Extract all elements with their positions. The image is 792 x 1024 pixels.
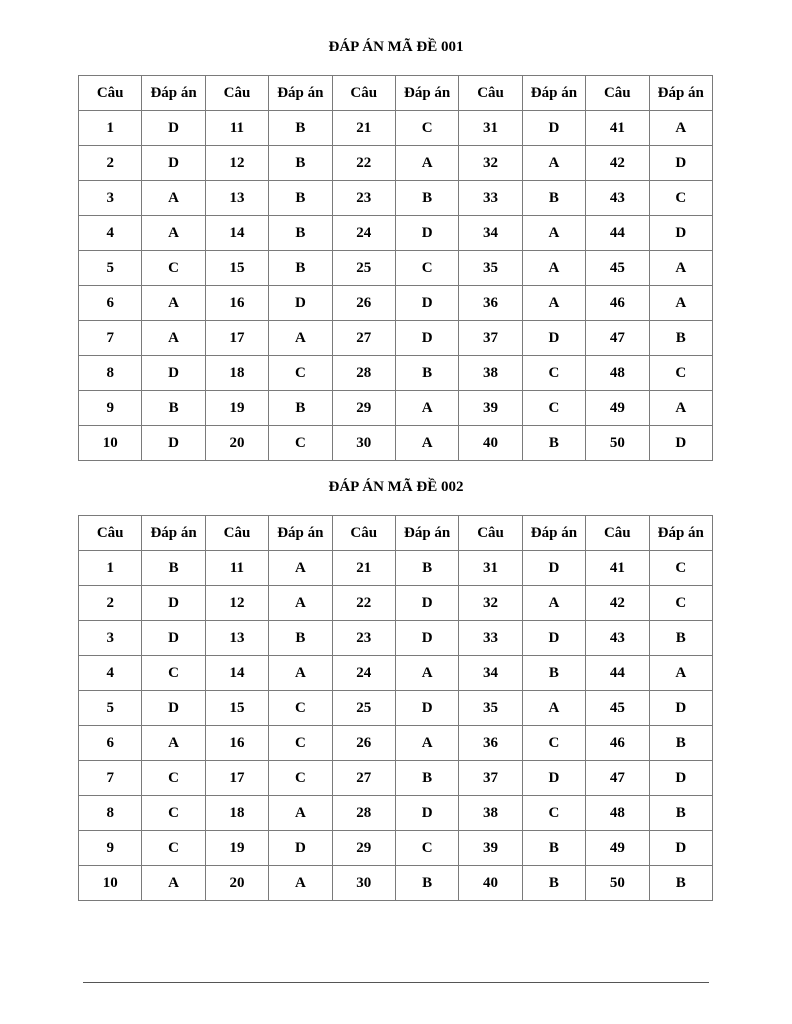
answer-cell: D — [142, 586, 205, 621]
answer-cell: D — [395, 691, 458, 726]
answer-cell: C — [395, 831, 458, 866]
answer-key-title-001: ĐÁP ÁN MÃ ĐỀ 001 — [328, 39, 464, 55]
question-number-cell: 41 — [586, 111, 649, 146]
question-number-cell: 2 — [79, 586, 142, 621]
answer-cell: B — [269, 181, 332, 216]
question-number-cell: 22 — [332, 586, 395, 621]
answer-cell: A — [649, 111, 712, 146]
question-number-cell: 18 — [205, 356, 268, 391]
answer-cell: A — [522, 146, 585, 181]
question-number-cell: 37 — [459, 321, 522, 356]
question-number-cell: 33 — [459, 621, 522, 656]
answer-cell: C — [522, 796, 585, 831]
answer-cell: D — [395, 321, 458, 356]
table-row — [79, 321, 713, 356]
question-number-cell: 44 — [586, 656, 649, 691]
question-number-cell: 46 — [586, 286, 649, 321]
answer-cell: D — [142, 426, 205, 461]
question-number-cell: 40 — [459, 426, 522, 461]
answer-cell: B — [269, 111, 332, 146]
answer-cell: A — [142, 321, 205, 356]
answer-cell: A — [522, 286, 585, 321]
question-number-cell: 39 — [459, 831, 522, 866]
question-number-cell: 33 — [459, 181, 522, 216]
answer-cell: D — [142, 691, 205, 726]
question-number-cell: 3 — [79, 621, 142, 656]
answer-cell: C — [649, 551, 712, 586]
column-header-answer: Đáp án — [142, 516, 205, 551]
answer-cell: B — [269, 146, 332, 181]
answer-cell: C — [269, 356, 332, 391]
question-number-cell: 17 — [205, 761, 268, 796]
question-number-cell: 42 — [586, 586, 649, 621]
answer-cell: D — [649, 426, 712, 461]
answer-cell: A — [269, 866, 332, 901]
question-number-cell: 1 — [79, 551, 142, 586]
table-row — [79, 426, 713, 461]
answer-cell: A — [395, 426, 458, 461]
table-row — [79, 216, 713, 251]
answer-cell: A — [269, 321, 332, 356]
table-row — [79, 691, 713, 726]
question-number-cell: 36 — [459, 726, 522, 761]
answer-cell: C — [649, 586, 712, 621]
question-number-cell: 26 — [332, 286, 395, 321]
question-number-cell: 47 — [586, 321, 649, 356]
question-number-cell: 12 — [205, 146, 268, 181]
answer-cell: D — [142, 356, 205, 391]
answer-key-table-002 — [78, 515, 713, 901]
answer-cell: A — [649, 251, 712, 286]
answer-cell: B — [649, 796, 712, 831]
question-number-cell: 48 — [586, 356, 649, 391]
answer-cell: A — [269, 551, 332, 586]
answer-cell: A — [522, 691, 585, 726]
question-number-cell: 20 — [205, 866, 268, 901]
answer-cell: D — [142, 621, 205, 656]
answer-cell: B — [269, 621, 332, 656]
question-number-cell: 35 — [459, 251, 522, 286]
question-number-cell: 32 — [459, 586, 522, 621]
answer-cell: B — [395, 181, 458, 216]
table-header-row — [79, 516, 713, 551]
answer-cell: A — [142, 866, 205, 901]
column-header-answer: Đáp án — [269, 76, 332, 111]
answer-cell: B — [269, 391, 332, 426]
column-header-answer: Đáp án — [142, 76, 205, 111]
question-number-cell: 23 — [332, 181, 395, 216]
question-number-cell: 7 — [79, 321, 142, 356]
question-number-cell: 30 — [332, 426, 395, 461]
question-number-cell: 46 — [586, 726, 649, 761]
answer-cell: B — [395, 761, 458, 796]
answer-cell: D — [522, 321, 585, 356]
answer-cell: A — [142, 216, 205, 251]
answer-cell: D — [649, 216, 712, 251]
answer-key-table-001 — [78, 75, 713, 461]
answer-cell: D — [395, 586, 458, 621]
question-number-cell: 43 — [586, 181, 649, 216]
answer-cell: C — [649, 181, 712, 216]
question-number-cell: 17 — [205, 321, 268, 356]
answer-cell: D — [522, 761, 585, 796]
answer-cell: D — [522, 111, 585, 146]
question-number-cell: 42 — [586, 146, 649, 181]
answer-cell: C — [142, 656, 205, 691]
answer-cell: A — [395, 726, 458, 761]
table-row — [79, 586, 713, 621]
question-number-cell: 34 — [459, 216, 522, 251]
answer-cell: A — [142, 181, 205, 216]
question-number-cell: 25 — [332, 691, 395, 726]
question-number-cell: 10 — [79, 866, 142, 901]
question-number-cell: 50 — [586, 866, 649, 901]
answer-cell: A — [142, 726, 205, 761]
answer-cell: B — [269, 251, 332, 286]
question-number-cell: 37 — [459, 761, 522, 796]
question-number-cell: 21 — [332, 551, 395, 586]
answer-cell: A — [142, 286, 205, 321]
answer-cell: B — [649, 321, 712, 356]
question-number-cell: 27 — [332, 321, 395, 356]
answer-cell: A — [395, 391, 458, 426]
question-number-cell: 21 — [332, 111, 395, 146]
column-header-question: Câu — [79, 516, 142, 551]
answer-cell: B — [522, 831, 585, 866]
answer-cell: D — [395, 216, 458, 251]
answer-cell: C — [142, 251, 205, 286]
table-row — [79, 796, 713, 831]
answer-cell: D — [522, 551, 585, 586]
column-header-question: Câu — [459, 76, 522, 111]
question-number-cell: 49 — [586, 831, 649, 866]
column-header-answer: Đáp án — [522, 516, 585, 551]
question-number-cell: 11 — [205, 551, 268, 586]
answer-cell: D — [395, 286, 458, 321]
column-header-question: Câu — [332, 516, 395, 551]
question-number-cell: 44 — [586, 216, 649, 251]
question-number-cell: 14 — [205, 656, 268, 691]
question-number-cell: 28 — [332, 796, 395, 831]
question-number-cell: 19 — [205, 391, 268, 426]
answer-cell: A — [649, 391, 712, 426]
answer-cell: C — [142, 831, 205, 866]
column-header-question: Câu — [586, 516, 649, 551]
question-number-cell: 4 — [79, 656, 142, 691]
table-row — [79, 146, 713, 181]
question-number-cell: 41 — [586, 551, 649, 586]
answer-cell: B — [142, 391, 205, 426]
answer-cell: D — [649, 146, 712, 181]
question-number-cell: 45 — [586, 251, 649, 286]
answer-cell: A — [269, 656, 332, 691]
question-number-cell: 12 — [205, 586, 268, 621]
answer-cell: A — [395, 656, 458, 691]
column-header-question: Câu — [459, 516, 522, 551]
column-header-answer: Đáp án — [395, 76, 458, 111]
table-row — [79, 621, 713, 656]
question-number-cell: 50 — [586, 426, 649, 461]
question-number-cell: 36 — [459, 286, 522, 321]
table-row — [79, 656, 713, 691]
answer-cell: B — [649, 726, 712, 761]
column-header-question: Câu — [205, 516, 268, 551]
answer-cell: B — [522, 181, 585, 216]
table-header-row — [79, 76, 713, 111]
question-number-cell: 6 — [79, 286, 142, 321]
question-number-cell: 29 — [332, 391, 395, 426]
question-number-cell: 14 — [205, 216, 268, 251]
answer-cell: D — [269, 286, 332, 321]
answer-cell: D — [649, 761, 712, 796]
table-row — [79, 111, 713, 146]
answer-cell: D — [522, 621, 585, 656]
question-number-cell: 5 — [79, 691, 142, 726]
question-number-cell: 26 — [332, 726, 395, 761]
answer-cell: C — [269, 761, 332, 796]
question-number-cell: 20 — [205, 426, 268, 461]
answer-cell: C — [522, 356, 585, 391]
answer-cell: C — [395, 251, 458, 286]
answer-cell: B — [649, 621, 712, 656]
question-number-cell: 10 — [79, 426, 142, 461]
question-number-cell: 5 — [79, 251, 142, 286]
table-row — [79, 286, 713, 321]
question-number-cell: 13 — [205, 181, 268, 216]
answer-cell: B — [522, 426, 585, 461]
column-header-answer: Đáp án — [395, 516, 458, 551]
question-number-cell: 23 — [332, 621, 395, 656]
column-header-answer: Đáp án — [649, 76, 712, 111]
table-row — [79, 551, 713, 586]
answer-cell: B — [395, 551, 458, 586]
answer-cell: D — [649, 691, 712, 726]
answer-cell: C — [522, 726, 585, 761]
answer-cell: B — [395, 866, 458, 901]
column-header-question: Câu — [205, 76, 268, 111]
question-number-cell: 6 — [79, 726, 142, 761]
question-number-cell: 16 — [205, 286, 268, 321]
column-header-question: Câu — [332, 76, 395, 111]
answer-cell: A — [522, 216, 585, 251]
column-header-question: Câu — [79, 76, 142, 111]
question-number-cell: 15 — [205, 691, 268, 726]
answer-cell: D — [269, 831, 332, 866]
answer-cell: B — [522, 866, 585, 901]
question-number-cell: 27 — [332, 761, 395, 796]
answer-cell: B — [269, 216, 332, 251]
answer-cell: C — [269, 726, 332, 761]
answer-key-title-002: ĐÁP ÁN MÃ ĐỀ 002 — [328, 479, 464, 495]
question-number-cell: 18 — [205, 796, 268, 831]
answer-cell: A — [522, 251, 585, 286]
question-number-cell: 8 — [79, 796, 142, 831]
question-number-cell: 4 — [79, 216, 142, 251]
question-number-cell: 31 — [459, 111, 522, 146]
answer-cell: C — [522, 391, 585, 426]
answer-cell: C — [142, 796, 205, 831]
question-number-cell: 40 — [459, 866, 522, 901]
question-number-cell: 15 — [205, 251, 268, 286]
answer-cell: A — [269, 796, 332, 831]
question-number-cell: 38 — [459, 356, 522, 391]
question-number-cell: 3 — [79, 181, 142, 216]
answer-cell: D — [395, 621, 458, 656]
answer-cell: B — [142, 551, 205, 586]
table-row — [79, 356, 713, 391]
question-number-cell: 22 — [332, 146, 395, 181]
question-number-cell: 2 — [79, 146, 142, 181]
answer-cell: A — [269, 586, 332, 621]
table-row — [79, 866, 713, 901]
table-row — [79, 831, 713, 866]
answer-cell: A — [395, 146, 458, 181]
answer-cell: C — [649, 356, 712, 391]
question-number-cell: 35 — [459, 691, 522, 726]
answer-cell: C — [395, 111, 458, 146]
column-header-answer: Đáp án — [649, 516, 712, 551]
question-number-cell: 49 — [586, 391, 649, 426]
question-number-cell: 13 — [205, 621, 268, 656]
question-number-cell: 48 — [586, 796, 649, 831]
question-number-cell: 9 — [79, 391, 142, 426]
question-number-cell: 16 — [205, 726, 268, 761]
question-number-cell: 1 — [79, 111, 142, 146]
question-number-cell: 31 — [459, 551, 522, 586]
question-number-cell: 29 — [332, 831, 395, 866]
answer-cell: B — [649, 866, 712, 901]
question-number-cell: 11 — [205, 111, 268, 146]
answer-cell: D — [395, 796, 458, 831]
answer-cell: D — [142, 111, 205, 146]
question-number-cell: 34 — [459, 656, 522, 691]
answer-cell: A — [649, 656, 712, 691]
table-row — [79, 251, 713, 286]
question-number-cell: 43 — [586, 621, 649, 656]
question-number-cell: 19 — [205, 831, 268, 866]
table-row — [79, 181, 713, 216]
footer-divider — [83, 982, 709, 983]
question-number-cell: 32 — [459, 146, 522, 181]
question-number-cell: 47 — [586, 761, 649, 796]
answer-cell: D — [142, 146, 205, 181]
question-number-cell: 24 — [332, 216, 395, 251]
question-number-cell: 30 — [332, 866, 395, 901]
answer-cell: C — [269, 426, 332, 461]
table-row — [79, 761, 713, 796]
question-number-cell: 24 — [332, 656, 395, 691]
answer-cell: D — [649, 831, 712, 866]
question-number-cell: 28 — [332, 356, 395, 391]
question-number-cell: 45 — [586, 691, 649, 726]
column-header-question: Câu — [586, 76, 649, 111]
question-number-cell: 8 — [79, 356, 142, 391]
answer-cell: B — [395, 356, 458, 391]
column-header-answer: Đáp án — [269, 516, 332, 551]
answer-cell: B — [522, 656, 585, 691]
question-number-cell: 9 — [79, 831, 142, 866]
answer-cell: C — [269, 691, 332, 726]
table-row — [79, 391, 713, 426]
answer-cell: A — [522, 586, 585, 621]
answer-cell: C — [142, 761, 205, 796]
question-number-cell: 7 — [79, 761, 142, 796]
column-header-answer: Đáp án — [522, 76, 585, 111]
question-number-cell: 25 — [332, 251, 395, 286]
answer-cell: A — [649, 286, 712, 321]
question-number-cell: 39 — [459, 391, 522, 426]
question-number-cell: 38 — [459, 796, 522, 831]
table-row — [79, 726, 713, 761]
